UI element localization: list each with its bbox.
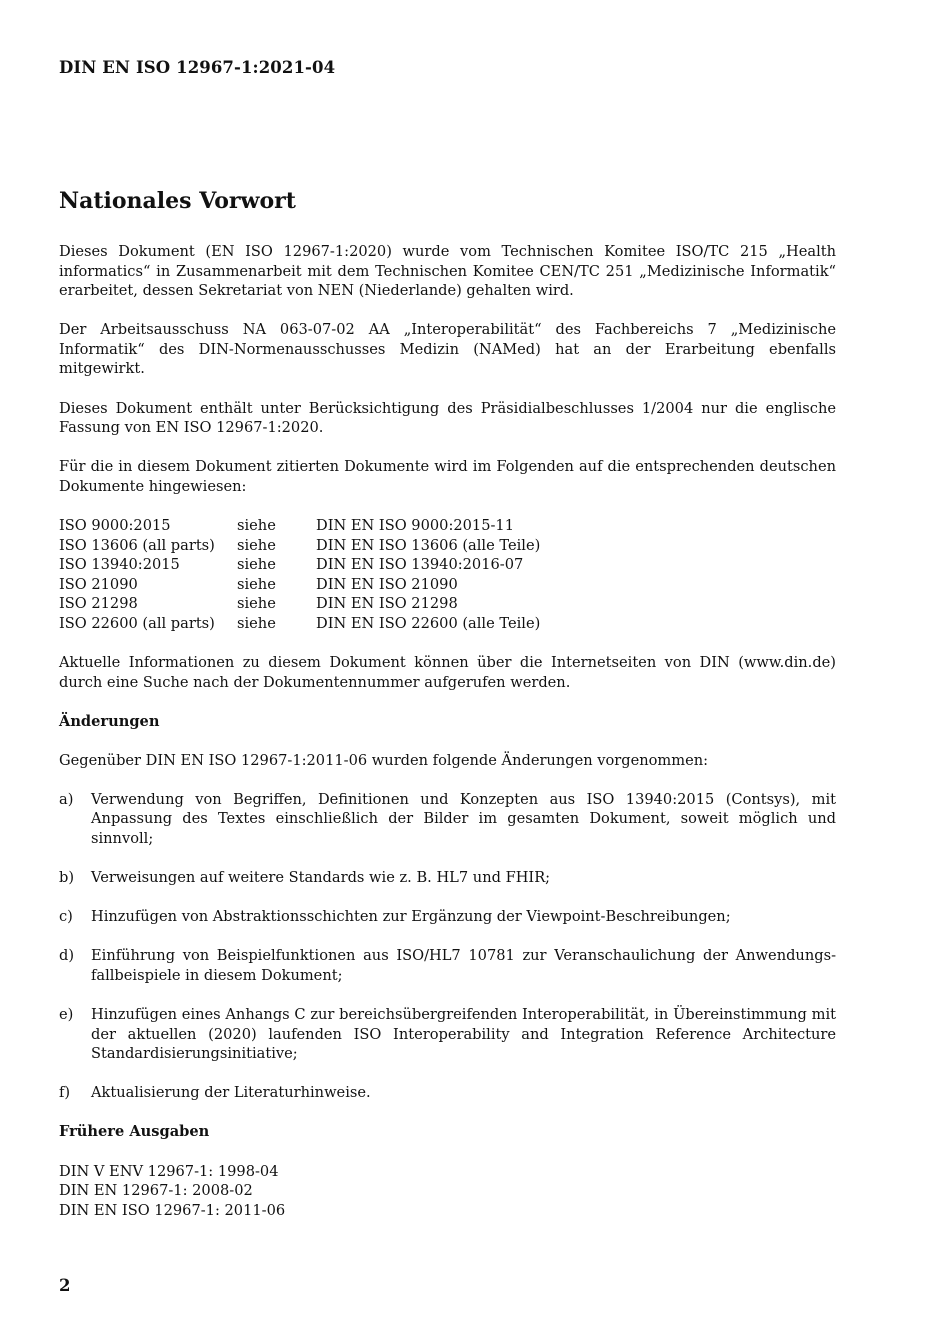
change-item [59,1005,836,1064]
change-text: Einführung von Beispielfunktionen aus ISO/HL7 10781 zur Veranschaulichung der Anwendungsfallbeispiele in diesem Dokument; [91,947,836,984]
change-letter: f) [59,1084,71,1102]
document-body [59,186,836,1220]
previous-edition-item: DIN EN 12967-1: 2008-02 [59,1182,253,1200]
paragraph-current-info: Aktuelle Informationen zu diesem Dokument können über die Internetseiten von DIN (www.din.de) durch eine Suche nach der Dokumentennummer aufgerufen werden. [59,654,836,691]
change-letter: d) [59,947,75,965]
reference-iso: ISO 21298 [59,595,138,613]
change-item [59,946,836,985]
change-text: Verweisungen auf weitere Standards wie z. B. HL7 und FHIR; [91,869,551,887]
reference-din: DIN EN ISO 9000:2015-11 [316,516,514,534]
reference-see: siehe [237,556,276,574]
paragraph-working-committee: Der Arbeitsausschuss NA 063-07-02 AA „Interoperabilität“ des Fachbereichs 7 „Medizinische Informatik“ des DIN-Normenausschusses Medizin (NAMed) hat an der Erarbeitung ebenfalls mitgewirkt. [59,321,836,378]
reference-din: DIN EN ISO 22600 (alle Teile) [316,614,541,632]
changes-list [59,790,836,1103]
reference-din: DIN EN ISO 13940:2016-07 [316,556,524,574]
change-text: Hinzufügen eines Anhangs C zur bereichsübergreifenden Interoperabilität, in Übereinstimmung mit der aktuellen (2020) laufenden ISO Interoperability and Integration Reference Architecture Standardisierungsinitiative; [91,1006,836,1063]
reference-table [59,516,836,634]
reference-iso: ISO 21090 [59,575,138,593]
changes-heading: Änderungen [59,712,160,730]
change-text: Verwendung von Begriffen, Definitionen und Konzepten aus ISO 13940:2015 (Contsys), mit Anpassung des Textes einschließlich der Bilder im gesamten Dokument, soweit möglich und sinnvoll; [91,790,836,848]
reference-iso: ISO 22600 (all parts) [59,614,215,632]
previous-edition-item: DIN V ENV 12967-1: 1998-04 [59,1162,279,1180]
reference-iso: ISO 9000:2015 [59,516,171,534]
reference-row [59,536,836,556]
change-letter: e) [59,1006,74,1024]
document-id-header: DIN EN ISO 12967-1:2021-04 [59,58,336,77]
reference-din: DIN EN ISO 21298 [316,595,458,613]
reference-row [59,614,836,634]
change-letter: c) [59,908,73,926]
reference-see: siehe [237,516,276,534]
reference-row [59,555,836,575]
change-letter: b) [59,869,75,887]
change-item [59,1083,836,1103]
reference-row [59,516,836,536]
reference-see: siehe [237,595,276,613]
reference-iso: ISO 13940:2015 [59,556,180,574]
previous-editions-heading: Frühere Ausgaben [59,1123,210,1141]
reference-see: siehe [237,614,276,632]
reference-din: DIN EN ISO 13606 (alle Teile) [316,536,541,554]
reference-row [59,594,836,614]
changes-intro: Gegenüber DIN EN ISO 12967-1:2011-06 wurden folgende Änderungen vorgenommen: [59,751,709,769]
change-item [59,868,836,888]
change-item [59,907,836,927]
paragraph-language-version: Dieses Dokument enthält unter Berücksichtigung des Präsidialbeschlusses 1/2004 nur die englische Fassung von EN ISO 12967-1:2020. [59,399,836,437]
reference-din: DIN EN ISO 21090 [316,575,458,593]
paragraph-references-intro: Für die in diesem Dokument zitierten Dokumente wird im Folgenden auf die entsprechenden deutschen Dokumente hingewiesen: [59,458,836,495]
change-text: Aktualisierung der Literaturhinweise. [91,1084,371,1102]
previous-editions-list [59,1162,836,1221]
reference-see: siehe [237,575,276,593]
change-item [59,790,836,849]
previous-edition-item: DIN EN ISO 12967-1: 2011-06 [59,1201,286,1219]
reference-see: siehe [237,536,276,554]
page-number: 2 [59,1276,71,1295]
reference-iso: ISO 13606 (all parts) [59,536,215,554]
change-letter: a) [59,790,74,808]
page-title: Nationales Vorwort [59,188,296,214]
paragraph-committee: Dieses Dokument (EN ISO 12967-1:2020) wurde vom Technischen Komitee ISO/TC 215 „Health informatics“ in Zusammenarbeit mit dem Technischen Komitee CEN/TC 251 „Medizinische Informatik“ erarbeitet, dessen Sekretariat von NEN (Niederlande) gehalten wird. [59,243,836,300]
reference-row [59,575,836,595]
change-text: Hinzufügen von Abstraktionsschichten zur Ergänzung der Viewpoint-Beschreibungen; [91,908,731,926]
